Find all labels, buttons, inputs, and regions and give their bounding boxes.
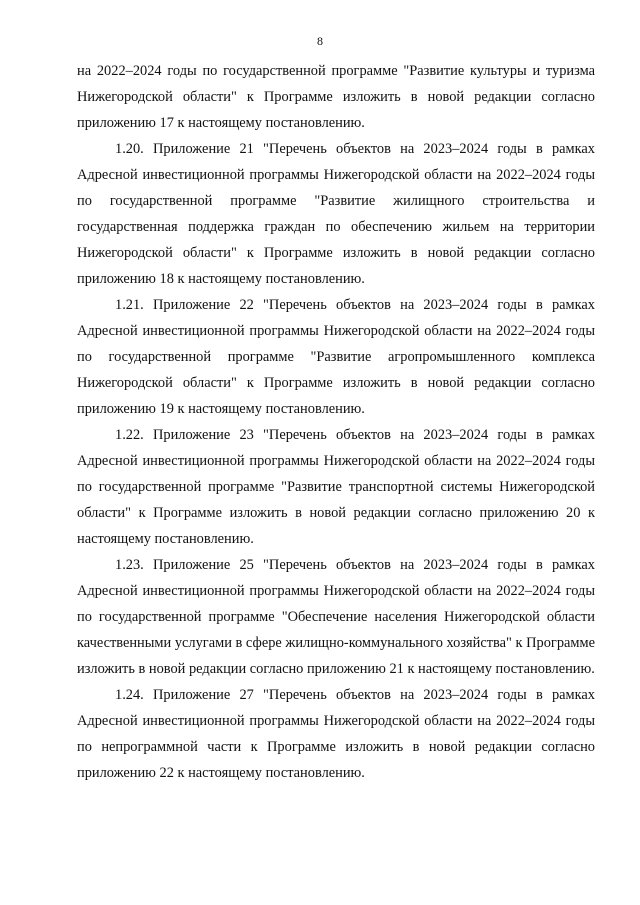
- paragraph-item-1-23: 1.23. Приложение 25 "Перечень объектов на 2023–2024 годы в рамках Адресной инвестиционной программы Нижегородской области на 2022–2024 годы по государственной программе "Обеспечение населения Нижегородской области качественными услугами в сфере жилищно-коммунального хозяйства" к Программе изложить в новой редакции согласно приложению 21 к настоящему постановлению.: [77, 557, 595, 677]
- page-number: 8: [317, 34, 323, 48]
- paragraph-continuation: на 2022–2024 годы по государственной программе "Развитие культуры и туризма Нижегородской области" к Программе изложить в новой редакции согласно приложению 17 к настоящему постановлению.: [77, 63, 595, 131]
- document-body: [77, 58, 595, 786]
- paragraph-item-1-21: 1.21. Приложение 22 "Перечень объектов на 2023–2024 годы в рамках Адресной инвестиционной программы Нижегородской области на 2022–2024 годы по государственной программе "Развитие агропромышленного комплекса Нижегородской области" к Программе изложить в новой редакции согласно приложению 19 к настоящему постановлению.: [77, 297, 595, 417]
- paragraph-item-1-24: 1.24. Приложение 27 "Перечень объектов на 2023–2024 годы в рамках Адресной инвестиционной программы Нижегородской области на 2022–2024 годы по непрограммной части к Программе изложить в новой редакции согласно приложению 22 к настоящему постановлению.: [77, 687, 595, 781]
- paragraph-item-1-20: 1.20. Приложение 21 "Перечень объектов на 2023–2024 годы в рамках Адресной инвестиционной программы Нижегородской области на 2022–2024 годы по государственной программе "Развитие жилищного строительства и государственная поддержка граждан по обеспечению жильем на территории Нижегородской области" к Программе изложить в новой редакции согласно приложению 18 к настоящему постановлению.: [77, 141, 595, 287]
- paragraph-item-1-22: 1.22. Приложение 23 "Перечень объектов на 2023–2024 годы в рамках Адресной инвестиционной программы Нижегородской области на 2022–2024 годы по государственной программе "Развитие транспортной системы Нижегородской области" к Программе изложить в новой редакции согласно приложению 20 к настоящему постановлению.: [77, 427, 595, 547]
